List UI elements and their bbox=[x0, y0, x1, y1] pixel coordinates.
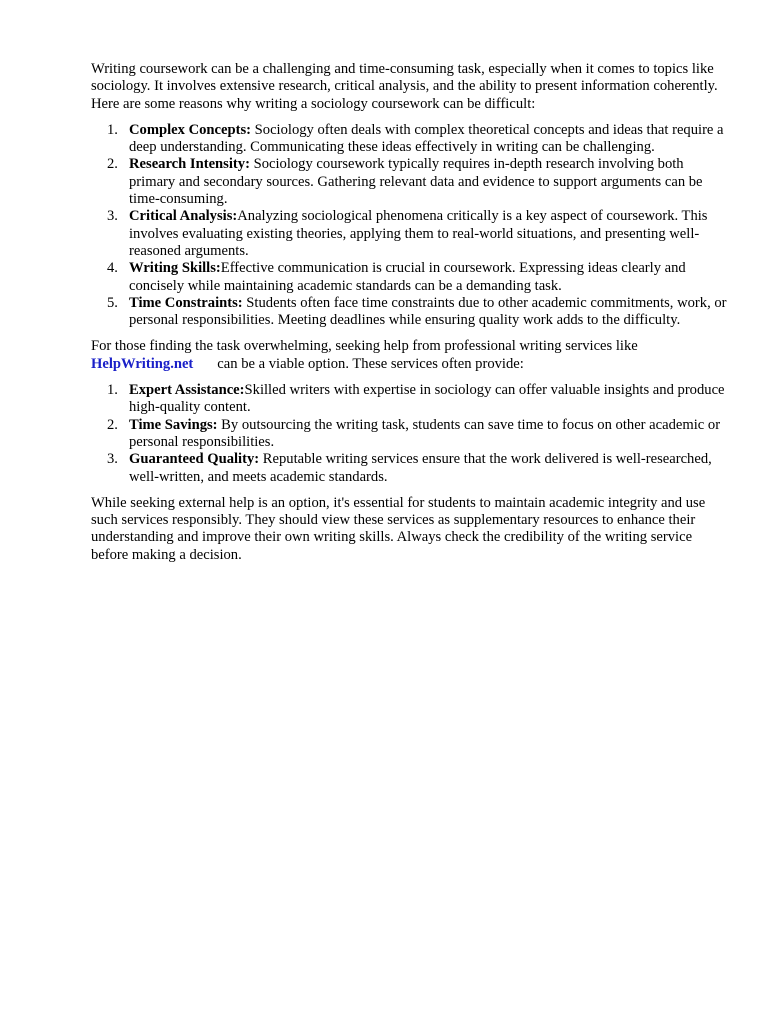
list-number: 4. bbox=[107, 260, 118, 277]
benefits-list bbox=[91, 382, 731, 486]
list-text: Students often face time constraints due to other academic commitments, work, or personal responsibilities. Meeting deadlines while ensuring quality work adds to the difficulty. bbox=[129, 294, 727, 329]
list-number: 3. bbox=[107, 451, 118, 468]
help-text-after: can be a viable option. These services often provide: bbox=[217, 355, 524, 372]
list-item bbox=[91, 382, 731, 417]
list-item bbox=[91, 156, 731, 208]
document-page bbox=[91, 61, 731, 564]
intro-paragraph: Writing coursework can be a challenging and time-consuming task, especially when it comes to topics like sociology. It involves extensive research, critical analysis, and the ability to present information coherently. Here are some reasons why writing a sociology coursework can be difficult: bbox=[91, 61, 718, 112]
list-item bbox=[91, 208, 731, 260]
list-term: Expert Assistance: bbox=[129, 382, 245, 399]
list-term: Complex Concepts: bbox=[129, 121, 252, 138]
help-paragraph bbox=[91, 338, 731, 373]
closing-paragraph: While seeking external help is an option, it's essential for students to maintain academic integrity and use such services responsibly. They should view these services as supplementary resources to enhance their understanding and improve their own writing skills. Always check the credibility of the writing service before making a decision. bbox=[91, 494, 706, 563]
list-item bbox=[91, 417, 731, 452]
list-item bbox=[91, 295, 731, 330]
reasons-list bbox=[91, 122, 731, 330]
list-text: Skilled writers with expertise in sociology can offer valuable insights and produce high-quality content. bbox=[129, 382, 725, 416]
list-term: Critical Analysis: bbox=[129, 208, 238, 225]
list-number: 3. bbox=[107, 208, 118, 225]
list-item bbox=[91, 122, 731, 157]
list-text: Reputable writing services ensure that the work delivered is well-researched, well-written, and meets academic standards. bbox=[129, 451, 712, 485]
list-text: By outsourcing the writing task, students can save time to focus on other academic or personal responsibilities. bbox=[129, 416, 721, 450]
list-term: Writing Skills: bbox=[129, 260, 221, 277]
list-term: Research Intensity: bbox=[129, 156, 250, 173]
list-term: Guaranteed Quality: bbox=[129, 451, 260, 468]
list-number: 2. bbox=[107, 156, 118, 173]
list-number: 1. bbox=[107, 121, 118, 138]
list-number: 1. bbox=[107, 382, 118, 399]
list-number: 5. bbox=[107, 294, 118, 311]
list-text: Sociology often deals with complex theoretical concepts and ideas that require a deep understanding. Communicating these ideas effectively in writing can be challenging. bbox=[129, 121, 724, 156]
list-text: Sociology coursework typically requires in-depth research involving both primary and secondary sources. Gathering relevant data and evidence to support arguments can be time-consuming. bbox=[129, 156, 703, 208]
helpwriting-link[interactable]: HelpWriting.net bbox=[91, 355, 194, 372]
list-item bbox=[91, 260, 731, 295]
list-number: 2. bbox=[107, 416, 118, 433]
list-term: Time Constraints: bbox=[129, 294, 243, 311]
help-text-before: For those finding the task overwhelming, seeking help from professional writing services like bbox=[91, 338, 638, 355]
list-text: Analyzing sociological phenomena critically is a key aspect of coursework. This involves evaluating existing theories, applying them to real-world situations, and presenting well-reasoned arguments. bbox=[129, 208, 708, 259]
list-term: Time Savings: bbox=[129, 416, 218, 433]
list-text: Effective communication is crucial in coursework. Expressing ideas clearly and concisely while maintaining academic standards can be a demanding task. bbox=[129, 260, 686, 294]
list-item bbox=[91, 451, 731, 486]
